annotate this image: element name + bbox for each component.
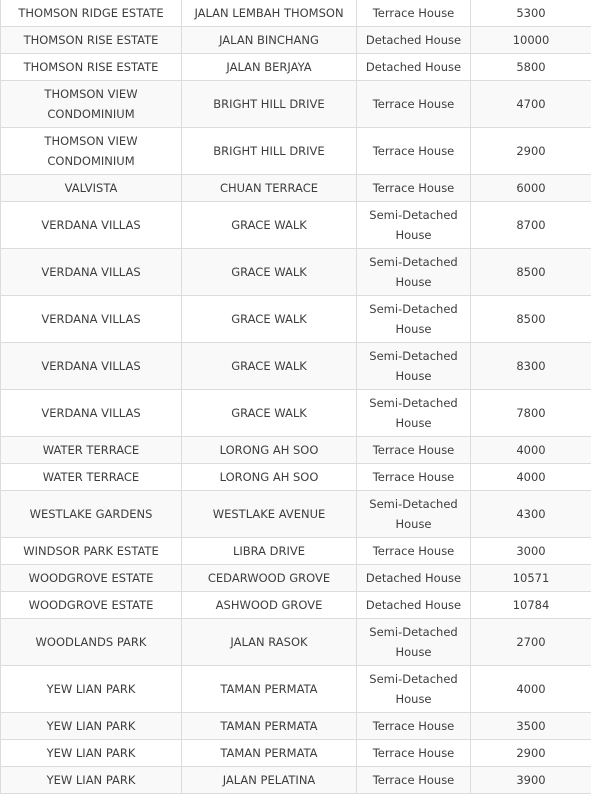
table-row — [1, 27, 591, 54]
estate-name-cell: VERDANA VILLAS — [1, 202, 182, 249]
street-name-cell: ASHWOOD GROVE — [182, 592, 357, 619]
table-row — [1, 175, 591, 202]
estate-name-cell: WOODGROVE ESTATE — [1, 592, 182, 619]
table-row — [1, 592, 591, 619]
street-name-cell: GRACE WALK — [182, 296, 357, 343]
estate-name-cell: VERDANA VILLAS — [1, 390, 182, 437]
price-cell: 2900 — [471, 128, 591, 175]
price-cell: 6000 — [471, 175, 591, 202]
estate-name-cell: YEW LIAN PARK — [1, 740, 182, 767]
property-type-cell: Semi-Detached House — [357, 390, 471, 437]
estate-name-cell: VERDANA VILLAS — [1, 296, 182, 343]
estate-name-cell: WOODGROVE ESTATE — [1, 565, 182, 592]
estate-name-cell: THOMSON RISE ESTATE — [1, 54, 182, 81]
street-name-cell: LIBRA DRIVE — [182, 538, 357, 565]
property-type-cell: Semi-Detached House — [357, 249, 471, 296]
street-name-cell: BRIGHT HILL DRIVE — [182, 81, 357, 128]
price-cell: 8300 — [471, 343, 591, 390]
table-row — [1, 565, 591, 592]
street-name-cell: GRACE WALK — [182, 249, 357, 296]
table-row — [1, 491, 591, 538]
estate-name-cell: YEW LIAN PARK — [1, 713, 182, 740]
price-cell: 4300 — [471, 491, 591, 538]
estate-name-cell: THOMSON RISE ESTATE — [1, 27, 182, 54]
estate-name-cell: YEW LIAN PARK — [1, 666, 182, 713]
property-type-cell: Terrace House — [357, 81, 471, 128]
street-name-cell: GRACE WALK — [182, 202, 357, 249]
property-type-cell: Terrace House — [357, 464, 471, 491]
street-name-cell: GRACE WALK — [182, 343, 357, 390]
street-name-cell: GRACE WALK — [182, 390, 357, 437]
property-type-cell: Semi-Detached House — [357, 296, 471, 343]
property-type-cell: Terrace House — [357, 175, 471, 202]
property-type-cell: Terrace House — [357, 740, 471, 767]
price-cell: 5300 — [471, 0, 591, 27]
table-row — [1, 767, 591, 794]
price-cell: 2900 — [471, 740, 591, 767]
property-type-cell: Semi-Detached House — [357, 491, 471, 538]
estate-name-cell: THOMSON RIDGE ESTATE — [1, 0, 182, 27]
price-cell: 4000 — [471, 464, 591, 491]
street-name-cell: JALAN BERJAYA — [182, 54, 357, 81]
rental-table-body — [1, 0, 591, 794]
estate-name-cell: VALVISTA — [1, 175, 182, 202]
property-type-cell: Detached House — [357, 592, 471, 619]
table-row — [1, 249, 591, 296]
street-name-cell: JALAN BINCHANG — [182, 27, 357, 54]
property-type-cell: Semi-Detached House — [357, 202, 471, 249]
estate-name-cell: WATER TERRACE — [1, 437, 182, 464]
table-row — [1, 54, 591, 81]
property-type-cell: Detached House — [357, 54, 471, 81]
table-row — [1, 740, 591, 767]
street-name-cell: CEDARWOOD GROVE — [182, 565, 357, 592]
table-row — [1, 713, 591, 740]
street-name-cell: LORONG AH SOO — [182, 464, 357, 491]
price-cell: 8700 — [471, 202, 591, 249]
estate-name-cell: THOMSON VIEW CONDOMINIUM — [1, 81, 182, 128]
property-type-cell: Terrace House — [357, 437, 471, 464]
price-cell: 2700 — [471, 619, 591, 666]
estate-name-cell: VERDANA VILLAS — [1, 249, 182, 296]
price-cell: 4000 — [471, 437, 591, 464]
property-type-cell: Terrace House — [357, 713, 471, 740]
table-row — [1, 538, 591, 565]
table-row — [1, 437, 591, 464]
street-name-cell: JALAN LEMBAH THOMSON — [182, 0, 357, 27]
street-name-cell: JALAN PELATINA — [182, 767, 357, 794]
price-cell: 5800 — [471, 54, 591, 81]
street-name-cell: TAMAN PERMATA — [182, 713, 357, 740]
estate-name-cell: WATER TERRACE — [1, 464, 182, 491]
price-cell: 4000 — [471, 666, 591, 713]
estate-name-cell: YEW LIAN PARK — [1, 767, 182, 794]
property-type-cell: Terrace House — [357, 767, 471, 794]
estate-name-cell: WOODLANDS PARK — [1, 619, 182, 666]
price-cell: 10784 — [471, 592, 591, 619]
price-cell: 10000 — [471, 27, 591, 54]
property-type-cell: Semi-Detached House — [357, 343, 471, 390]
street-name-cell: BRIGHT HILL DRIVE — [182, 128, 357, 175]
price-cell: 10571 — [471, 565, 591, 592]
table-row — [1, 464, 591, 491]
price-cell: 8500 — [471, 249, 591, 296]
price-cell: 3500 — [471, 713, 591, 740]
street-name-cell: JALAN RASOK — [182, 619, 357, 666]
price-cell: 3900 — [471, 767, 591, 794]
price-cell: 8500 — [471, 296, 591, 343]
table-row — [1, 81, 591, 128]
property-type-cell: Terrace House — [357, 538, 471, 565]
street-name-cell: TAMAN PERMATA — [182, 740, 357, 767]
price-cell: 7800 — [471, 390, 591, 437]
estate-name-cell: WINDSOR PARK ESTATE — [1, 538, 182, 565]
property-type-cell: Detached House — [357, 565, 471, 592]
property-type-cell: Detached House — [357, 27, 471, 54]
estate-name-cell: VERDANA VILLAS — [1, 343, 182, 390]
property-type-cell: Semi-Detached House — [357, 666, 471, 713]
property-type-cell: Semi-Detached House — [357, 619, 471, 666]
table-row — [1, 343, 591, 390]
table-row — [1, 666, 591, 713]
table-row — [1, 619, 591, 666]
estate-name-cell: WESTLAKE GARDENS — [1, 491, 182, 538]
table-row — [1, 296, 591, 343]
table-row — [1, 202, 591, 249]
property-type-cell: Terrace House — [357, 128, 471, 175]
table-row — [1, 128, 591, 175]
price-cell: 4700 — [471, 81, 591, 128]
table-row — [1, 390, 591, 437]
property-type-cell: Terrace House — [357, 0, 471, 27]
street-name-cell: LORONG AH SOO — [182, 437, 357, 464]
price-cell: 3000 — [471, 538, 591, 565]
estate-name-cell: THOMSON VIEW CONDOMINIUM — [1, 128, 182, 175]
street-name-cell: TAMAN PERMATA — [182, 666, 357, 713]
street-name-cell: CHUAN TERRACE — [182, 175, 357, 202]
table-row — [1, 0, 591, 27]
street-name-cell: WESTLAKE AVENUE — [182, 491, 357, 538]
